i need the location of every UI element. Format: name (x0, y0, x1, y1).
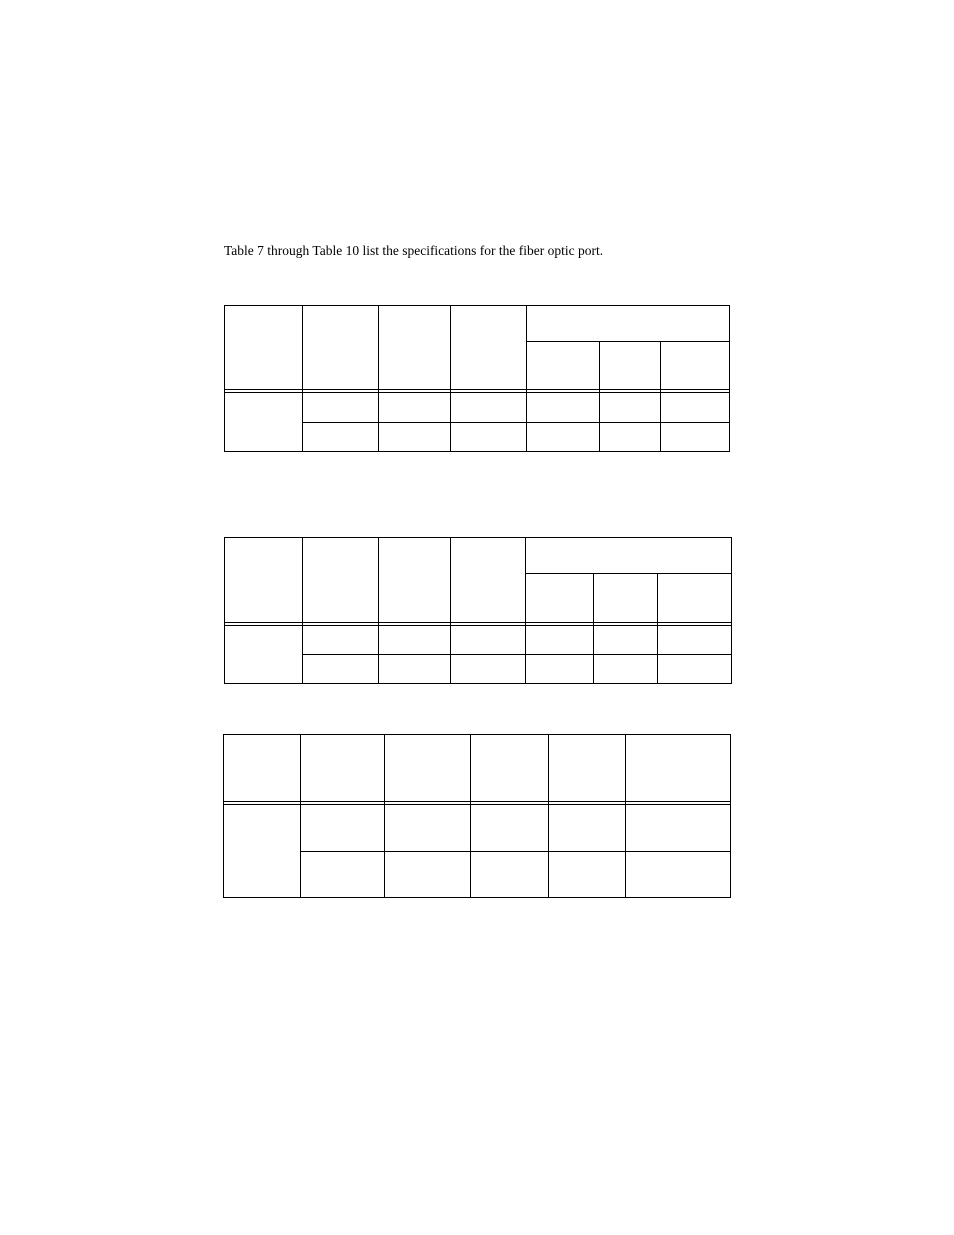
table-rule (224, 451, 730, 452)
table-rule (224, 305, 225, 452)
table-rule (224, 305, 730, 306)
table-rule (526, 341, 730, 342)
table-rule (450, 305, 451, 452)
table-rule (223, 734, 224, 898)
table-rule (378, 305, 379, 452)
table-rule (599, 341, 600, 452)
table-rule (593, 573, 594, 684)
table-rule (302, 654, 732, 655)
table-rule (730, 734, 731, 898)
table-rule (525, 537, 526, 684)
table-rule (224, 389, 730, 390)
table-rule (224, 625, 732, 626)
table-rule (224, 537, 225, 684)
table-rule (302, 422, 730, 423)
table-rule (378, 537, 379, 684)
table-rule (470, 734, 471, 898)
table-rule (450, 537, 451, 684)
table-rule (300, 734, 301, 898)
table-rule (224, 537, 732, 538)
table-rule (224, 392, 730, 393)
intro-paragraph: Table 7 through Table 10 list the specifications for the fiber optic port. (224, 242, 604, 258)
table-rule (548, 734, 549, 898)
table-rule (731, 537, 732, 684)
table-rule (729, 305, 730, 452)
table-rule (302, 305, 303, 452)
table-rule (660, 341, 661, 452)
table-rule (625, 734, 626, 898)
table-rule (384, 734, 385, 898)
table-rule (224, 622, 732, 623)
table-rule (302, 537, 303, 684)
table-rule (657, 573, 658, 684)
table-rule (526, 305, 527, 452)
table-rule (525, 573, 732, 574)
table-rule (300, 851, 731, 852)
table-rule (224, 683, 732, 684)
